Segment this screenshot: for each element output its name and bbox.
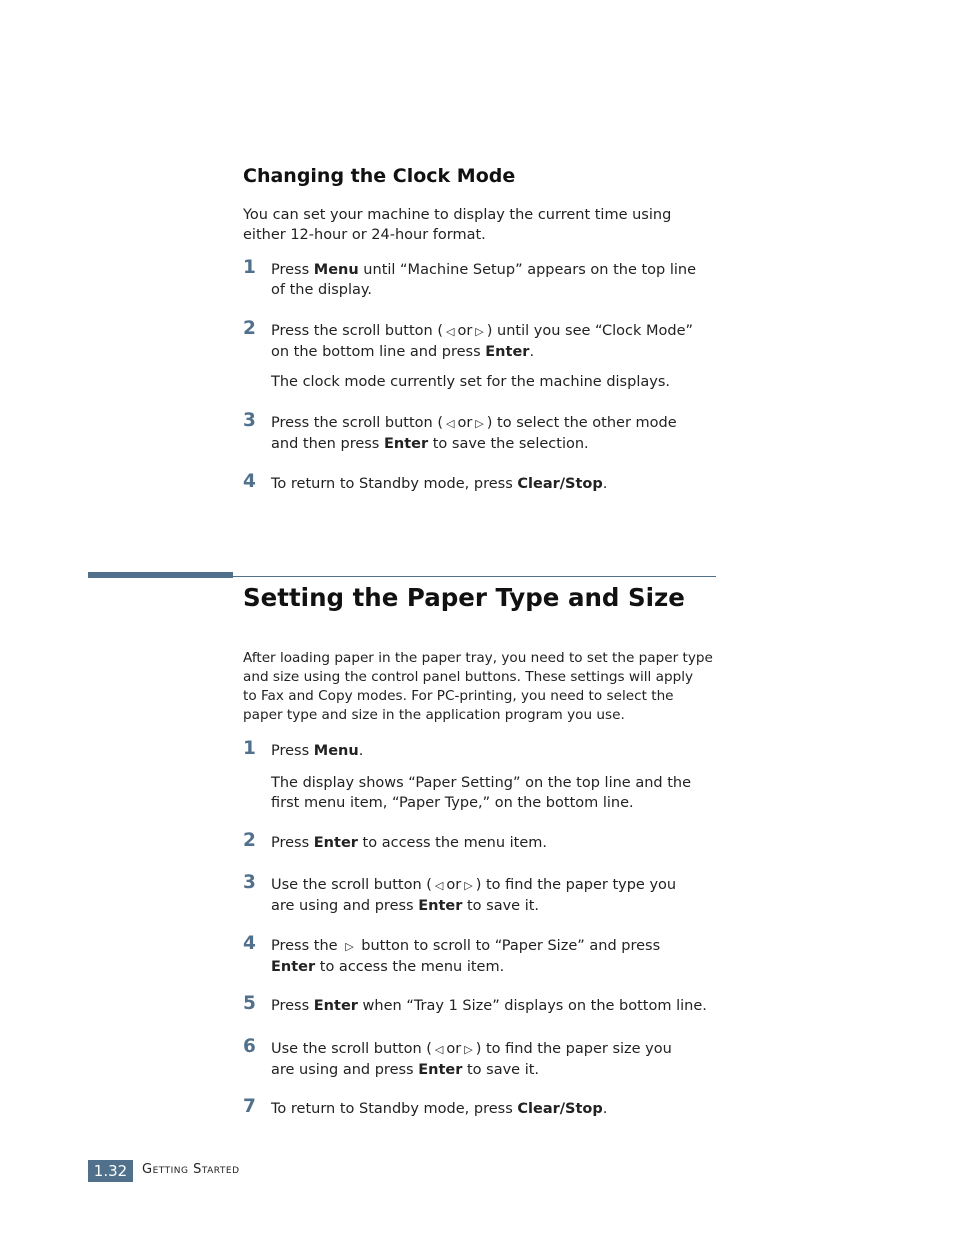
step-number: 4	[243, 471, 256, 492]
chapter-title: Getting Started	[142, 1162, 240, 1177]
step-text: Use the scroll button ( ◁ or ▷ ) to find the paper type you are using and press Enter to save it.	[271, 877, 677, 914]
step-note: The display shows “Paper Setting” on the top line and the first menu item, “Paper Type,” on the bottom line.	[271, 775, 691, 811]
section-rule-accent	[88, 572, 233, 578]
right-arrow-icon: ▷	[464, 879, 473, 892]
step-number: 4	[243, 933, 256, 954]
step-text: Press Enter when “Tray 1 Size” displays on the bottom line.	[271, 998, 707, 1014]
right-arrow-icon: ▷	[475, 325, 484, 338]
step-text: Press the scroll button ( ◁ or ▷ ) until you see “Clock Mode” on the bottom line and press Enter.	[271, 323, 694, 360]
step-number: 7	[243, 1096, 256, 1117]
step-text: Press the ▷ button to scroll to “Paper Size” and press Enter to access the menu item.	[271, 938, 661, 975]
left-arrow-icon: ◁	[434, 879, 444, 892]
clock-heading: Changing the Clock Mode	[243, 165, 516, 187]
paper-intro: After loading paper in the paper tray, you need to set the paper type and size using the control panel buttons. These settings will apply to Fax and Copy modes. For PC-printing, you need to select the paper type and size in the application program you use.	[243, 650, 713, 723]
step-note: The clock mode currently set for the machine displays.	[271, 374, 670, 390]
clock-intro: You can set your machine to display the current time using either 12-hour or 24-hour format.	[243, 207, 672, 243]
right-arrow-icon: ▷	[475, 417, 484, 430]
left-arrow-icon: ◁	[434, 1043, 444, 1056]
step-number: 2	[243, 830, 256, 851]
step-text: Use the scroll button ( ◁ or ▷ ) to find the paper size you are using and press Enter to save it.	[271, 1041, 672, 1078]
step-text: To return to Standby mode, press Clear/Stop.	[271, 1101, 608, 1117]
step-number: 3	[243, 410, 256, 431]
step-text: Press the scroll button ( ◁ or ▷ ) to select the other mode and then press Enter to save the selection.	[271, 415, 677, 452]
step-text: Press Menu until “Machine Setup” appears on the top line of the display.	[271, 262, 697, 298]
section-rule-line	[233, 576, 716, 577]
step-text: Press Menu.	[271, 743, 364, 759]
step-text: To return to Standby mode, press Clear/Stop.	[271, 476, 608, 492]
right-arrow-icon: ▷	[464, 1043, 473, 1056]
paper-heading: Setting the Paper Type and Size	[243, 583, 685, 612]
step-number: 5	[243, 993, 256, 1014]
page-number: 1.32	[88, 1160, 133, 1182]
step-text: Press Enter to access the menu item.	[271, 835, 547, 851]
step-number: 2	[243, 318, 256, 339]
left-arrow-icon: ◁	[445, 325, 455, 338]
step-number: 3	[243, 872, 256, 893]
right-arrow-icon: ▷	[345, 940, 354, 953]
step-number: 6	[243, 1036, 256, 1057]
step-number: 1	[243, 257, 256, 278]
left-arrow-icon: ◁	[445, 417, 455, 430]
step-number: 1	[243, 738, 256, 759]
